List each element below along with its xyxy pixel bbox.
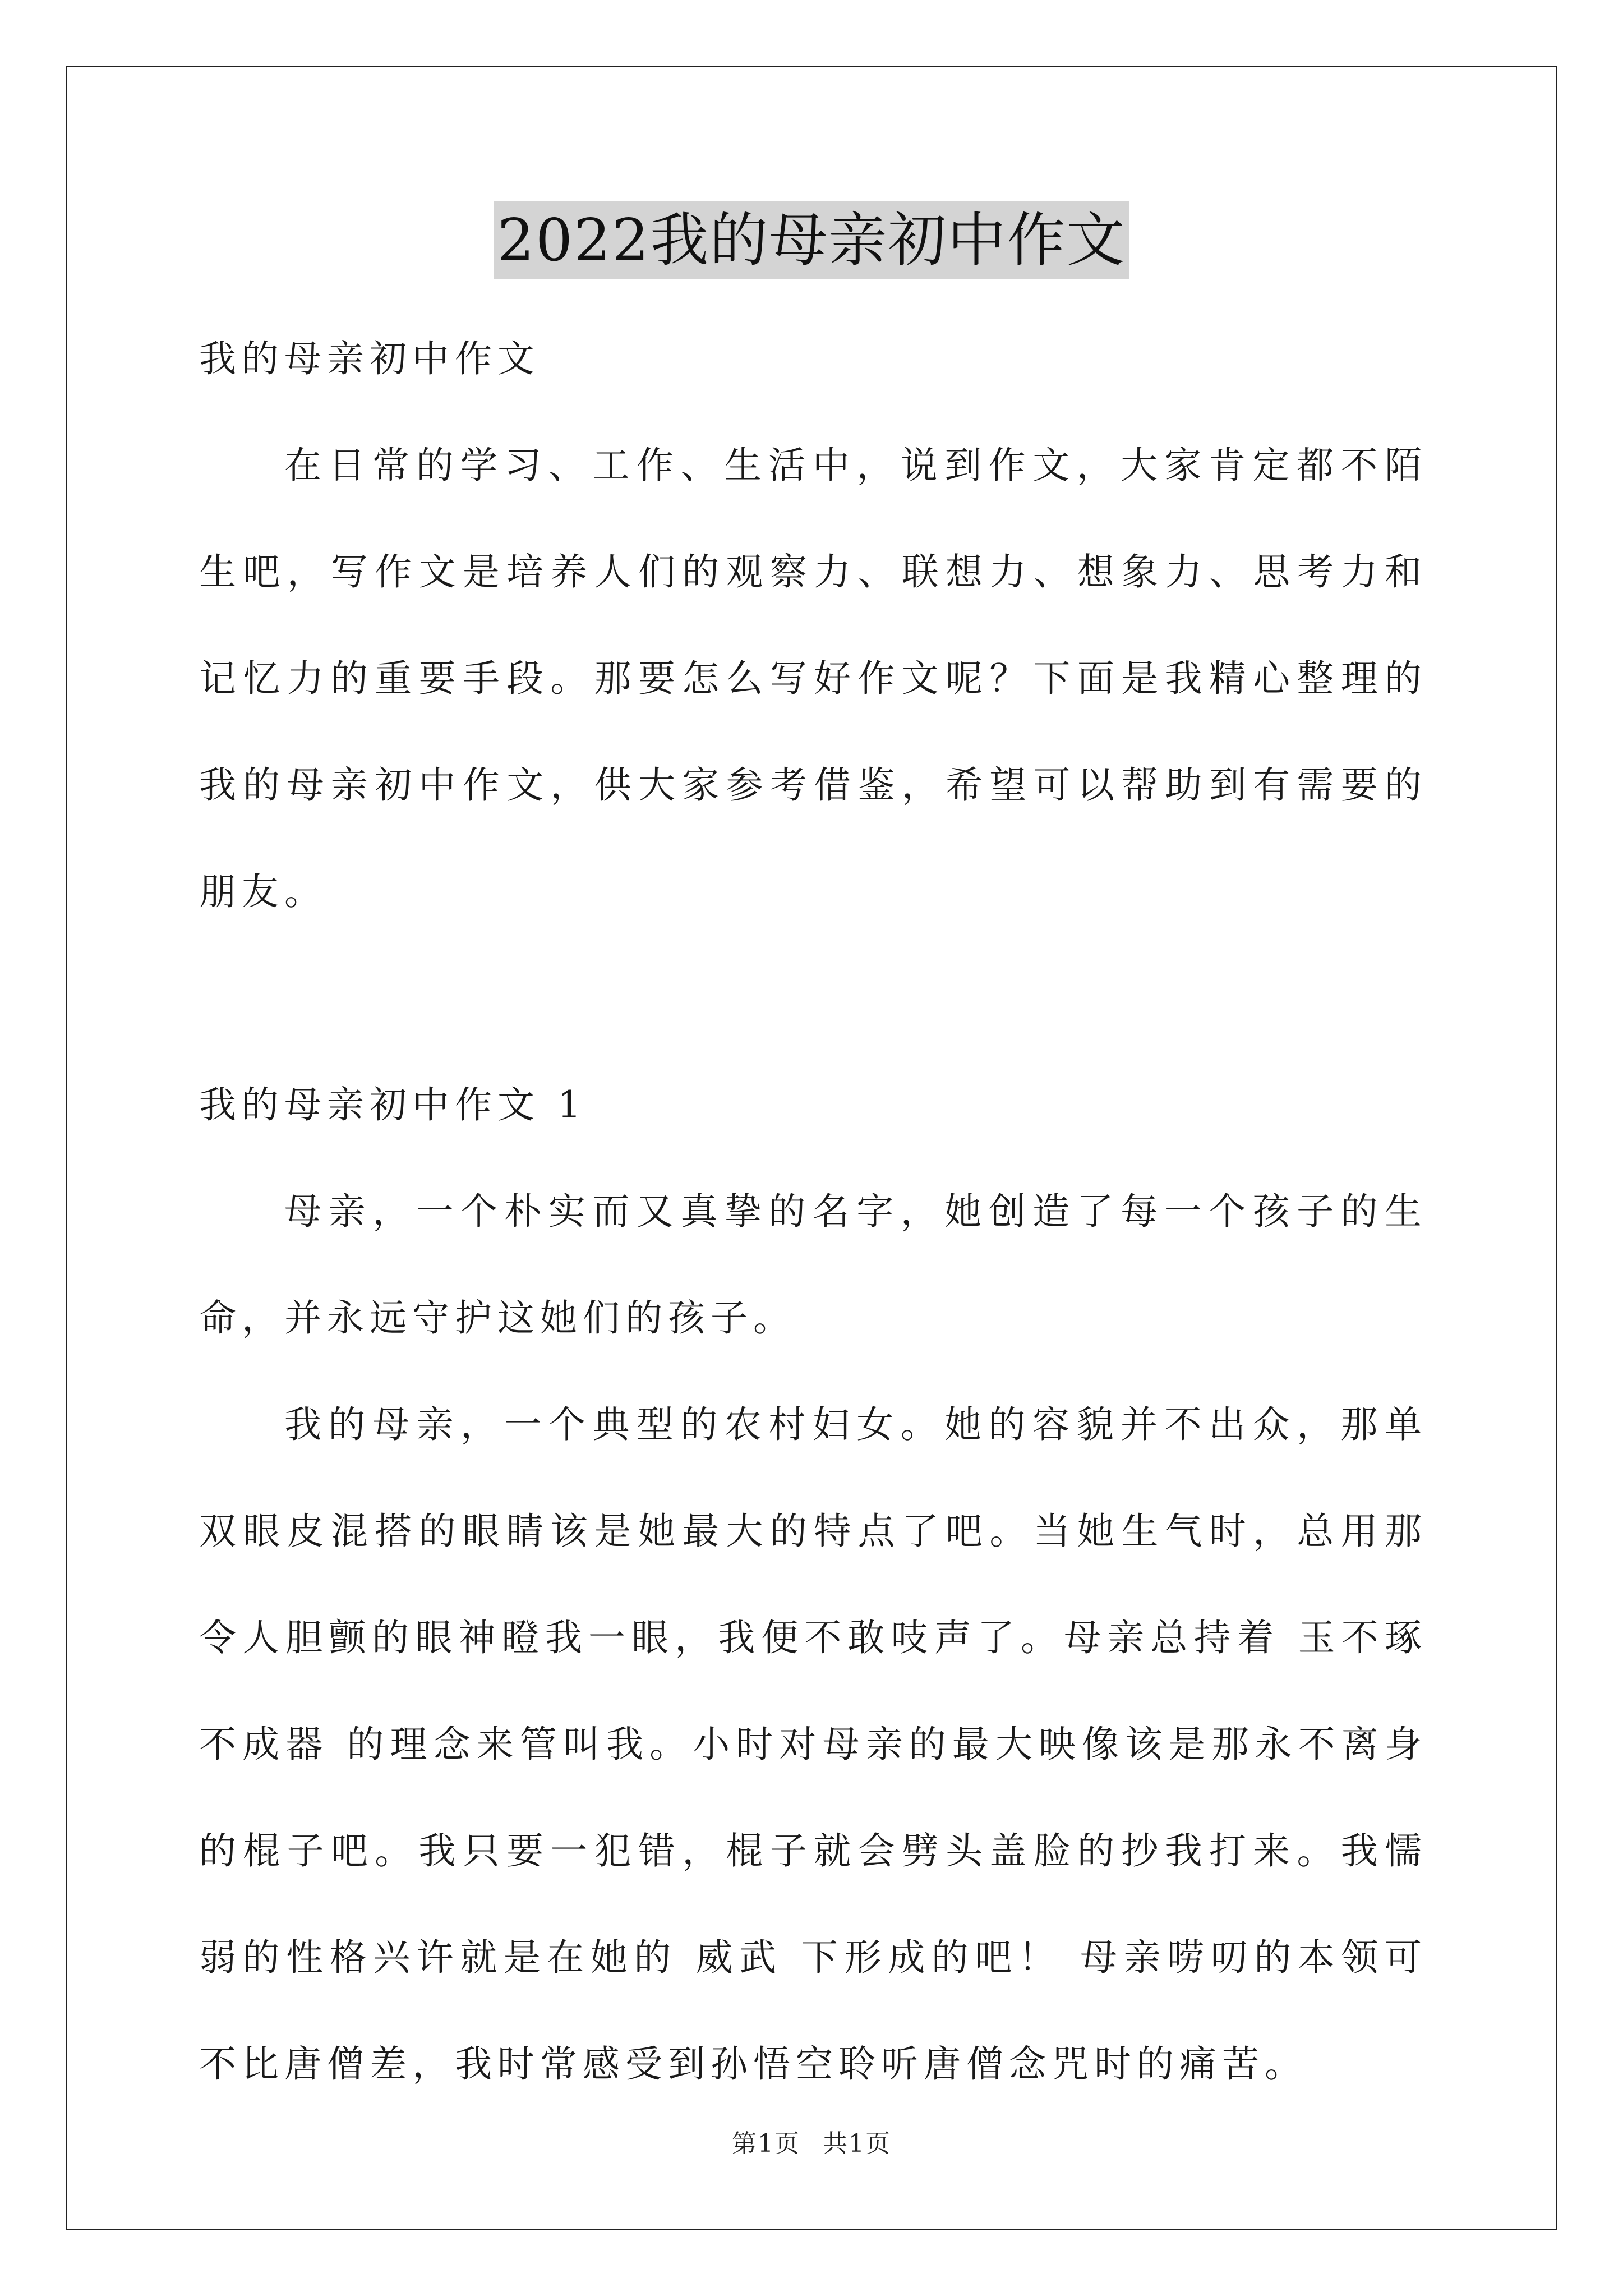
page-number-current: 第1页 (732, 2129, 800, 2158)
essay-1-paragraph-2: 我的母亲，一个典型的农村妇女。她的容貌并不出众，那单双眼皮混搭的眼睛该是她最大的特点了吧。当她生气时，总用那令人胆颤的眼神瞪我一眼，我便不敢吱声了。母亲总持着 玉不琢不成器 的理念来管叫我。小时对母亲的最大映像该是那永不离身的棍子吧。我只要一犯错，棍子就会劈头盖脸的抄我打来。我懦弱的性格兴许就是在她的 威武 下形成的吧！ 母亲唠叨的本领可不比唐僧差，我时常感受到孙悟空聆听唐僧念咒时的痛苦。 (199, 1403, 1427, 2086)
intro-heading: 我的母亲初中作文 (199, 337, 540, 380)
intro-paragraph: 在日常的学习、工作、生活中，说到作文，大家肯定都不陌生吧，写作文是培养人们的观察力、联想力、想象力、思考力和记忆力的重要手段。那要怎么写好作文呢？下面是我精心整理的我的母亲初中作文，供大家参考借鉴，希望可以帮助到有需要的朋友。 (199, 444, 1427, 913)
essay-1-heading: 我的母亲初中作文 1 (199, 1083, 587, 1126)
title-container (0, 201, 1623, 279)
page-number-total: 共1页 (823, 2129, 891, 2158)
page-footer (0, 2123, 1623, 2159)
section-gap (199, 945, 1427, 1052)
document-title: 2022我的母亲初中作文 (494, 201, 1129, 279)
document-body (199, 306, 1427, 2118)
essay-1-paragraph-1: 母亲，一个朴实而又真挚的名字，她创造了每一个孩子的生命，并永远守护这她们的孩子。 (199, 1190, 1427, 1340)
